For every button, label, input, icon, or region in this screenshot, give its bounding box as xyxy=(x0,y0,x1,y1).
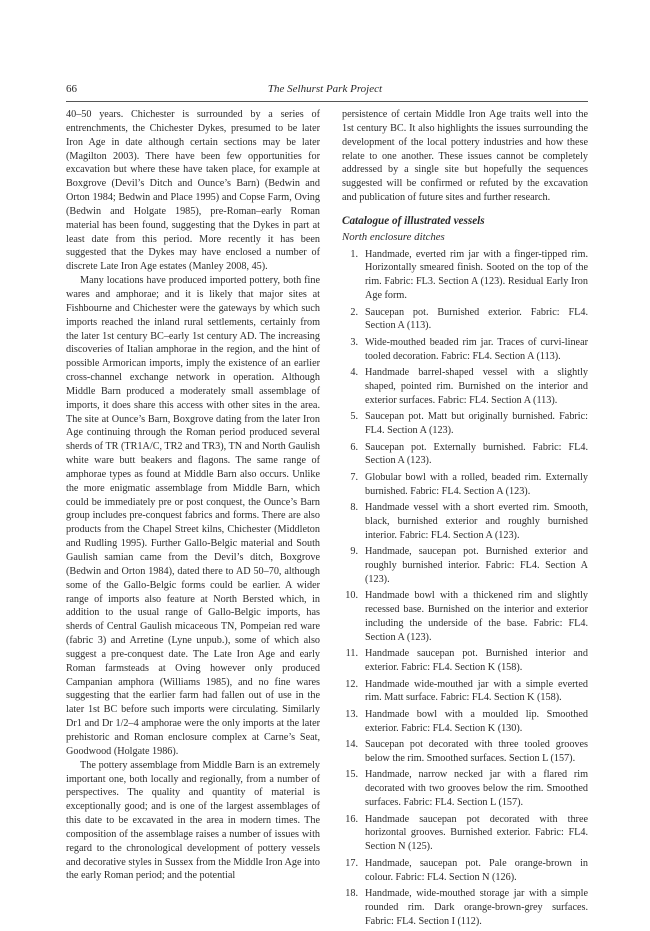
catalogue-item xyxy=(342,248,588,303)
left-column xyxy=(66,108,320,883)
catalogue-list xyxy=(342,248,588,929)
item-number: 7. xyxy=(350,471,358,483)
item-text: Saucepan pot decorated with three tooled grooves below the rim. Smoothed surfaces. Section L (157). xyxy=(365,739,588,764)
catalogue-item xyxy=(342,708,588,736)
item-text: Handmade, everted rim jar with a finger-tipped rim. Horizontally smeared finish. Sooted on the top of the rim. Fabric: FL3. Section A (123). Residual Early Iron Age form. xyxy=(365,248,588,302)
item-number: 14. xyxy=(345,739,358,751)
item-number: 2. xyxy=(350,306,358,318)
item-number: 13. xyxy=(345,708,358,720)
item-text: Handmade saucepan pot. Burnished interior and exterior. Fabric: FL4. Section K (158). xyxy=(365,648,588,674)
item-number: 17. xyxy=(345,857,358,869)
item-number: 8. xyxy=(350,502,358,514)
item-number: 1. xyxy=(350,248,358,260)
item-number: 18. xyxy=(345,887,358,899)
header-rule xyxy=(66,101,588,102)
catalogue-item xyxy=(342,441,588,469)
item-number: 16. xyxy=(345,813,358,825)
item-text: Saucepan pot. Externally burnished. Fabric: FL4. Section A (123). xyxy=(365,441,588,467)
item-number: 10. xyxy=(345,590,358,602)
right-column xyxy=(342,108,588,931)
item-text: Saucepan pot. Burnished exterior. Fabric: FL4. Section A (113). xyxy=(365,306,588,332)
item-number: 6. xyxy=(350,441,358,453)
item-text: Handmade barrel-shaped vessel with a slightly shaped, pointed rim. Burnished on the interior and exterior surfaces. Fabric: FL4. Section A (113). xyxy=(365,367,588,406)
item-text: Handmade vessel with a short everted rim. Smooth, black, burnished exterior and roughly burnished interior. Fabric: FL4. Section A (123). xyxy=(365,502,588,541)
catalogue-item xyxy=(342,647,588,675)
catalogue-item xyxy=(342,471,588,499)
catalogue-item xyxy=(342,768,588,810)
catalogue-item xyxy=(342,813,588,855)
catalogue-item xyxy=(342,857,588,885)
item-number: 15. xyxy=(345,769,358,781)
item-number: 12. xyxy=(345,678,358,690)
item-text: Handmade, narrow necked jar with a flared rim decorated with two grooves below the rim. Smoothed surfaces. Fabric: FL4. Section L (157). xyxy=(365,769,588,809)
item-text: Handmade wide-mouthed jar with a simple everted rim. Matt surface. Fabric: FL4. Section K (158). xyxy=(365,678,588,704)
item-text: Handmade bowl with a moulded lip. Smoothed exterior. Fabric: FL4. Section K (130). xyxy=(365,708,588,734)
catalogue-item xyxy=(342,306,588,334)
item-text: Wide-mouthed beaded rim jar. Traces of curvi-linear tooled decoration. Fabric: FL4. Section A (113). xyxy=(365,336,588,362)
catalogue-item xyxy=(342,410,588,438)
item-number: 4. xyxy=(350,367,358,379)
catalogue-item xyxy=(342,678,588,706)
item-text: Handmade bowl with a thickened rim and slightly recessed base. Burnished on the interior and exterior including the underside of the base. Fabric: FL4. Section A (123). xyxy=(365,590,588,643)
body-paragraph: The pottery assemblage from Middle Barn is an extremely important one, both locally and regionally, from a number of perspectives. The quality and quantity of material is exceptionally good; and is one of the largest assemblages of this date to be excavated in the area in modern times. The composition of the assemblage raises a number of issues with regard to the chronological development of pottery vessels and decorative styles in Sussex from the Middle Iron Age into the early Roman period; and the potential xyxy=(66,759,320,882)
item-number: 9. xyxy=(350,546,358,558)
item-text: Handmade, wide-mouthed storage jar with a simple rounded rim. Dark orange-brown-grey surfaces. Fabric: FL4. Section I (112). xyxy=(365,887,588,927)
catalogue-item xyxy=(342,545,588,587)
catalogue-item xyxy=(342,887,588,929)
catalogue-item xyxy=(342,738,588,766)
item-number: 5. xyxy=(350,411,358,423)
section-heading: Catalogue of illustrated vessels xyxy=(342,214,485,227)
body-paragraph: 40–50 years. Chichester is surrounded by a series of entrenchments, the Chichester Dykes, presumed to be later Iron Age in date although certain sections may be later (Magilton 2003). There have been few opportunities for excavation but where these have taken place, for example at Boxgrove (Devil’s Ditch and Ounce’s Barn) (Bedwin and Orton 1984; Bedwin and Place 1995) and Copse Farm, Oving (Bedwin and Holgate 1985), pre-Roman–early Roman material has been found, suggesting that the Dykes in part at least date from this period. More recently it has been suggested that the Dykes may have enclosed a number of discrete Late Iron Age estates (Manley 2008, 45). xyxy=(66,109,320,273)
item-text: Globular bowl with a rolled, beaded rim. Externally burnished. Fabric: FL4. Section A (123). xyxy=(365,471,588,497)
catalogue-item xyxy=(342,336,588,364)
catalogue-item xyxy=(342,589,588,644)
item-text: Handmade, saucepan pot. Burnished exterior and roughly burnished interior. Fabric: FL4. Section A (123). xyxy=(365,546,588,585)
page-number: 66 xyxy=(66,83,77,95)
body-paragraph: Many locations have produced imported pottery, both fine wares and amphorae; and it is likely that major sites at Fishbourne and Chichester were the gateways by which such imports reached the inland rural settlements, certainly from the later 1st century BC–early 1st century AD. The increasing discoveries of Italian amphorae in the region, and the hint of possible Armorican imports, imply the existence of an earlier cross-channel exchange network in operation. Although Middle Barn produced a moderately small assemblage of imports, it does share this access with other sites in the area. The site at Ounce’s Barn, Boxgrove dating from the later Iron Age continuing through the Roman period produced several sherds of TR (TR1A/C, TR2 and TR3), TN and North Gaulish white ware butt beakers and flagons. The same range of amphorae types as found at Middle Barn also occurs. Unlike the more enigmatic assemblage from Middle Barn, which could be immediately pre or post conquest, the Ounce’s Barn group includes pre-conquest fabrics and forms. There are also products from the Chapel Street kilns, Chichester (Middleton and Rudling 1995). Further Gallo-Belgic material and South Gaulish samian came from the Devil’s ditch, Boxgrove (Bedwin and Orton 1984), dated there to AD 50–70, although some of the Gallo-Belgic forms could be earlier. A wider range of imports also feature at North Bersted which, in addition to the usual range of Gallo-Belgic imports, has sherds of Central Gaulish micaceous TN, Pompeian red ware (fabric 3) and Arretine (Lyne unpub.), some of which also suggest a pre-conquest date. The Late Iron Age and early Roman farmsteads at Oving however only produced Campanian amphora (Williams 1985), and no fine wares suggesting that the earlier farm had fallen out of use in the later 1st BC before such imports were circulating. Similarly Dr1 and Dr 1/2–4 amphorae were the only imports at the later prehistoric and Roman enclosure complex at Carne’s Seat, Goodwood (Holgate 1986). xyxy=(66,275,320,757)
item-text: Handmade saucepan pot decorated with three horizontal grooves. Burnished exterior. Fabric: FL4. Section N (125). xyxy=(365,813,588,853)
catalogue-item xyxy=(342,366,588,408)
item-number: 11. xyxy=(345,648,358,660)
item-text: Saucepan pot. Matt but originally burnished. Fabric: FL4. Section A (123). xyxy=(365,411,588,437)
body-paragraph: persistence of certain Middle Iron Age traits well into the 1st century BC. It also highlights the issues surrounding the development of the local pottery industries and how these relate to one another. These issues cannot be completely addressed by a single site but hopefully the sequences suggested will be confirmed or refuted by the excavation and publication of future sites and further research. xyxy=(342,109,588,204)
running-title: The Selhurst Park Project xyxy=(267,83,383,95)
item-number: 3. xyxy=(350,336,358,348)
section-subheading: North enclosure ditches xyxy=(342,230,445,243)
catalogue-item xyxy=(342,501,588,543)
item-text: Handmade, saucepan pot. Pale orange-brown in colour. Fabric: FL4. Section N (126). xyxy=(365,857,588,883)
